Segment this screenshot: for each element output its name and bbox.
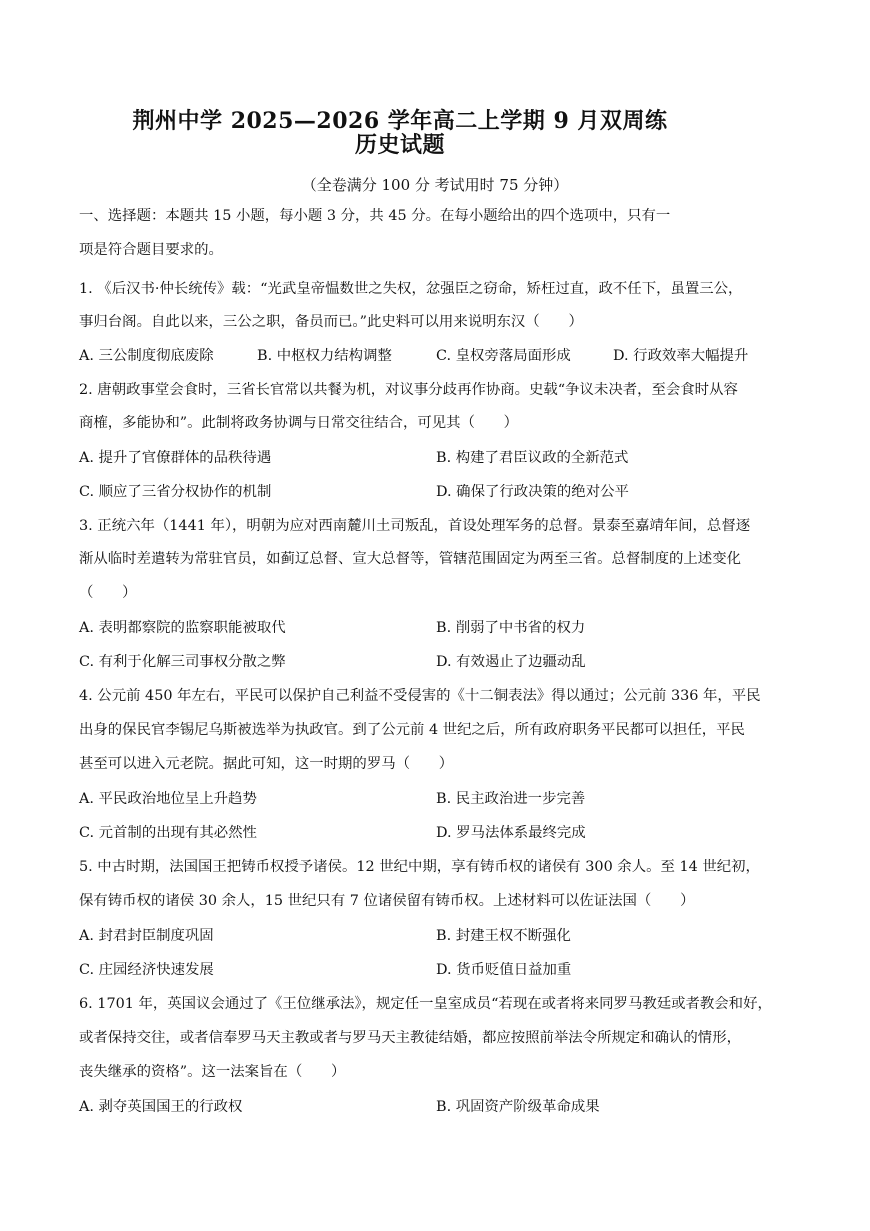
question-6-text: 或者保持交往，或者信奉罗马天主教或者与罗马天主教徒结婚，都应按照前举法令所规定和确认的情形， xyxy=(79,1030,741,1046)
question-5-option-d: D. 货币贬值日益加重 xyxy=(436,962,572,978)
question-2-option-c: C. 顺应了三省分权协作的机制 xyxy=(79,484,272,500)
question-4-text: 4. 公元前 450 年左右，平民可以保护自己利益不受侵害的《十二铜表法》得以通过；公元前 336 年，平民 xyxy=(79,688,761,704)
question-4-option-a: A. 平民政治地位呈上升趋势 xyxy=(79,791,257,807)
question-3-text: （ ） xyxy=(79,585,137,601)
question-6-text: 丧失继承的资格”。这一法案旨在（ ） xyxy=(79,1064,346,1080)
question-3-option-d: D. 有效遏止了边疆动乱 xyxy=(436,654,586,670)
question-2-text: 商榷，多能协和”。此制将政务协调与日常交往结合，可见其（ ） xyxy=(79,415,519,431)
question-5-text: 保有铸币权的诸侯 30 余人，15 世纪只有 7 位诸侯留有铸币权。上述材料可以佐证法国（ ） xyxy=(79,893,695,909)
question-4-text: 甚至可以进入元老院。据此可知，这一时期的罗马（ ） xyxy=(79,756,454,772)
section-instructions: 一、选择题：本题共 15 小题，每小题 3 分，共 45 分。在每小题给出的四个选项中，只有一 xyxy=(79,208,671,224)
question-1-option-d: D. 行政效率大幅提升 xyxy=(613,348,749,364)
exam-info: （全卷满分 100 分 考试用时 75 分钟） xyxy=(301,176,569,194)
exam-subject-title: 历史试题 xyxy=(354,132,445,158)
section-instructions-cont: 项是符合题目要求的。 xyxy=(79,242,223,258)
question-2-option-d: D. 确保了行政决策的绝对公平 xyxy=(436,484,629,500)
question-2-text: 2. 唐朝政事堂会食时，三省长官常以共餐为机，对议事分歧再作协商。史载“争议未决者，至会食时从容 xyxy=(79,382,738,398)
question-6-text: 6. 1701 年，英国议会通过了《王位继承法》，规定任一皇室成员“若现在或者将来同罗马教廷或者教会和好， xyxy=(79,996,772,1012)
question-1-option-c: C. 皇权旁落局面形成 xyxy=(436,348,571,364)
question-4-option-c: C. 元首制的出现有其必然性 xyxy=(79,825,257,841)
question-3-text: 3. 正统六年（1441 年），明朝为应对西南麓川土司叛乱，首设处理军务的总督。景泰至嘉靖年间，总督逐 xyxy=(79,518,751,534)
question-1-option-b: B. 中枢权力结构调整 xyxy=(257,348,392,364)
question-5-option-c: C. 庄园经济快速发展 xyxy=(79,962,214,978)
question-3-option-c: C. 有利于化解三司事权分散之弊 xyxy=(79,654,286,670)
question-3-option-b: B. 削弱了中书省的权力 xyxy=(436,620,586,636)
question-4-text: 出身的保民官李锡尼乌斯被选举为执政官。到了公元前 4 世纪之后，所有政府职务平民都可以担任，平民 xyxy=(79,722,745,738)
question-1-text: 1. 《后汉书·仲长统传》载：“光武皇帝愠数世之失权，忿强臣之窃命，矫枉过直，政不任下，虽置三公， xyxy=(79,281,743,297)
question-6-option-b: B. 巩固资产阶级革命成果 xyxy=(436,1099,600,1115)
question-4-option-d: D. 罗马法体系最终完成 xyxy=(436,825,586,841)
question-5-option-b: B. 封建王权不断强化 xyxy=(436,928,571,944)
question-6-option-a: A. 剥夺英国国王的行政权 xyxy=(79,1099,243,1115)
question-5-text: 5. 中古时期，法国国王把铸币权授予诸侯。12 世纪中期，享有铸币权的诸侯有 300 余人。至 14 世纪初， xyxy=(79,859,760,875)
question-4-option-b: B. 民主政治进一步完善 xyxy=(436,791,586,807)
question-5-option-a: A. 封君封臣制度巩固 xyxy=(79,928,214,944)
question-2-option-b: B. 构建了君臣议政的全新范式 xyxy=(436,450,629,466)
question-2-option-a: A. 提升了官僚群体的品秩待遇 xyxy=(79,450,272,466)
exam-title: 荆州中学 2025—2026 学年高二上学期 9 月双周练 xyxy=(132,108,668,134)
question-3-option-a: A. 表明都察院的监察职能被取代 xyxy=(79,620,286,636)
question-3-text: 渐从临时差遣转为常驻官员，如蓟辽总督、宣大总督等，管辖范围固定为两至三省。总督制度的上述变化 xyxy=(79,551,741,567)
question-1-text: 事归台阁。自此以来，三公之职，备员而已。”此史料可以用来说明东汉（ ） xyxy=(79,314,583,330)
question-1-option-a: A. 三公制度彻底废除 xyxy=(79,348,214,364)
